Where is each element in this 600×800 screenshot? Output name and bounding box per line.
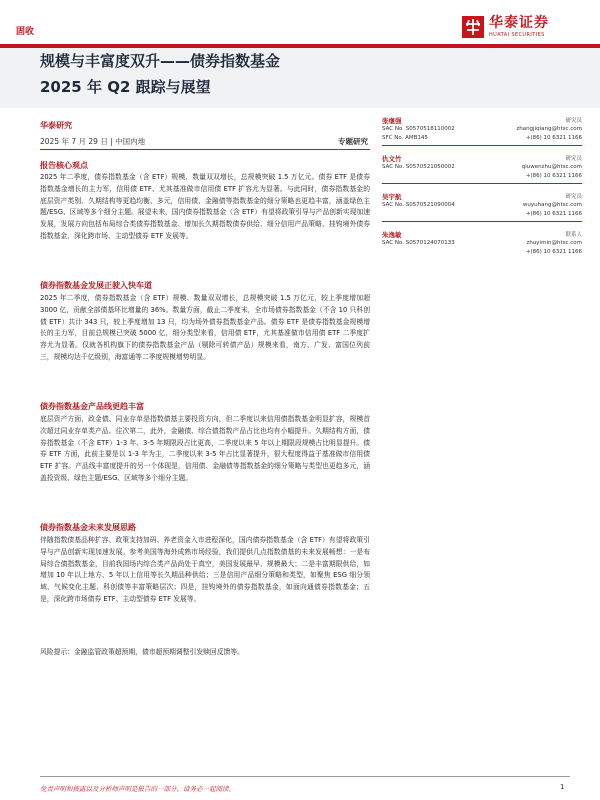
section-title-future: 债券指数基金未来发展思路: [40, 523, 136, 532]
analyst-role: 研究员: [565, 194, 582, 200]
date-line: [40, 136, 368, 147]
section-body-core-views: 2025 年二季度，债券指数基金（含 ETF）规模、数量双双增长，总规模突破 1.5 万亿元。债券 ETF 是债券指数基金增长的主力军，信用债 ETF、尤其基准做市信用债 ETF 扩容尤为显著。与此同时，债券指数基金的底层资产类别、久期结构等更趋均衡、多元，信用债、金融债等指数基金的细分策略也更趋丰富，涵盖绿色主题/ESG、区域等多个细分主题。展望未来，国内债券指数基金（含 ETF）有望将政策引导与产品创新实现加速发展，发展方向包括布局综合类债券指数基金、增加长久期指数债券供给、细分信用产品策略、挂钩境外债券指数基金、深化跨市场、主动型债券 ETF 发展等。: [40, 173, 370, 240]
section-title-core-views: 报告核心观点: [40, 161, 88, 170]
page-number: 1: [560, 783, 565, 791]
analyst-email[interactable]: wuyuhang@htsc.com: [522, 202, 582, 208]
analyst-role: 研究员: [565, 156, 582, 162]
meta-divider: [40, 149, 370, 150]
section-label: 固收: [16, 27, 35, 37]
analyst-name: 张继强: [382, 117, 402, 125]
analyst-sac: SAC No. S0570518110002: [382, 126, 455, 132]
analyst-role: 研究员: [565, 118, 582, 124]
analyst-card: [382, 154, 582, 184]
section-body-future: 伴随指数债基品种扩容、政策支持加码、养老资金入市进程深化，国内债券指数基金（含 ETF）有望将政策引导与产品创新实现加速发展。参考美国等海外成熟市场经验，我们提供几点指数债基的未来发展畅想：一是布局综合债指数基金，目前我国场内综合类产品尚处于真空，美国发展最早、规模最大；二是丰富期限供给，如增加 10 年以上地方、5 年以上信用等长久期品种供给；三是信用产品细分策略和类型，如聚焦 ESG 细分领域、气候变化主题、科创债等丰富策略层次；四是，挂钩境外的债券指数基金，如面向通债券指数基金；五是，深化跨市场债券 ETF、主动型债券 ETF 发展等。: [40, 536, 370, 603]
logo-english-name: HUATAI SECURITIES: [489, 32, 545, 38]
analyst-phone: +(86) 10 6321 1166: [525, 173, 582, 179]
analyst-phone: +(86) 10 6321 1166: [525, 211, 582, 217]
footer-divider: [40, 776, 570, 777]
analyst-divider: [382, 145, 582, 146]
footer-disclaimer: 免责声明和披露以及分析师声明是报告的一部分，请务必一起阅读。: [40, 785, 235, 793]
report-subtitle: 2025 年 Q2 跟踪与展望: [40, 78, 211, 96]
report-title: 规模与丰富度双升——债券指数基金: [40, 52, 281, 70]
analyst-name: 吴宇航: [382, 193, 402, 201]
analyst-sac: SAC No. S0570124070133: [382, 240, 455, 246]
huatai-logo-icon: [462, 16, 484, 38]
analyst-card: [382, 116, 582, 146]
analyst-card: [382, 230, 582, 257]
analyst-phone: +(86) 10 6321 1166: [525, 135, 582, 141]
report-date: 2025 年 7 月 29 日 | 中国内地: [40, 137, 146, 146]
analyst-divider: [382, 183, 582, 184]
brand-logo: [462, 12, 582, 42]
analyst-email[interactable]: zhuyimin@htsc.com: [526, 240, 582, 246]
section-body-product-line: 底层资产方面，政金债、同业存单是指数债基主要投资方向，但二季度以来信用债指数基金明显扩容，规模首次超过同业存单类产品。往次第二，此外，金融债、综合债指数产品占比也均有小幅提升。久期结构方面，债券指数基金（不含 ETF）1-3 年、3-5 年期限段占比更高，二季度以来 5 年以上期限段规模占比明显提升。债券 ETF 方面，此前主要是以 1-3 年为主，二季度以来 3-5 年占比显著提升，很大程度得益于基准做市信用债 ETF 扩容。产品线丰富度提升的另一个体现是，信用债、金融债等指数基金的细分策略与类型也更趋多元，涵盖投资级、绿色主题/ESG、区域等多个细分主题。: [40, 415, 370, 482]
analyst-sfc: SFC No. AMB145: [382, 135, 428, 141]
analyst-phone: +(86) 10 6321 1166: [525, 249, 582, 255]
section-title-development: 债券指数基金发展正驶入快车道: [40, 281, 152, 290]
department-label: 华泰研究: [40, 121, 72, 130]
logo-chinese-name: 华泰证券: [489, 15, 549, 31]
analyst-name: 朱逸敏: [382, 231, 402, 239]
analyst-sac: SAC No. S0570521090004: [382, 202, 455, 208]
analyst-email[interactable]: zhangjiqiang@htsc.com: [516, 126, 582, 132]
analyst-divider: [382, 221, 582, 222]
analyst-card: [382, 192, 582, 222]
analyst-name: 仇文竹: [382, 155, 402, 163]
report-type: 专题研究: [338, 137, 368, 146]
analyst-sac: SAC No. S0570521050002: [382, 164, 455, 170]
analyst-role: 联系人: [565, 232, 582, 238]
risk-warning: 风险提示：金融监管政策超预期，债市超预期调整引发赎回反馈等。: [40, 648, 244, 656]
section-title-product-line: 债券指数基金产品线更趋丰富: [40, 402, 144, 411]
analyst-email[interactable]: qiuwenzhu@htsc.com: [521, 164, 582, 170]
section-body-development: 2025 年二季度，债券指数基金（含 ETF）规模、数量双双增长，总规模突破 1.5 万亿元，较上季度增加超 3000 亿，贡献全部债基环比增量的 36%。数量方面，截止二季度末，全市场债券指数基金（不含 10 只科创债 ETF）共计 343 只，较上季度增加 13 只，均为场外债券指数基金产品。债券 ETF 是债券指数基金规模增长的主力军，目前总规模已突破 5000 亿，细分类型来看，信用债 ETF，尤其基准做市信用债 ETF 二季度扩容尤为显著。仅就各机构旗下的债券指数基金产品（剔除可转债产品）规模来看，南方、广发、富国位列前三，规模均达千亿级别，海富通等二季度规模增势明显。: [40, 294, 370, 361]
